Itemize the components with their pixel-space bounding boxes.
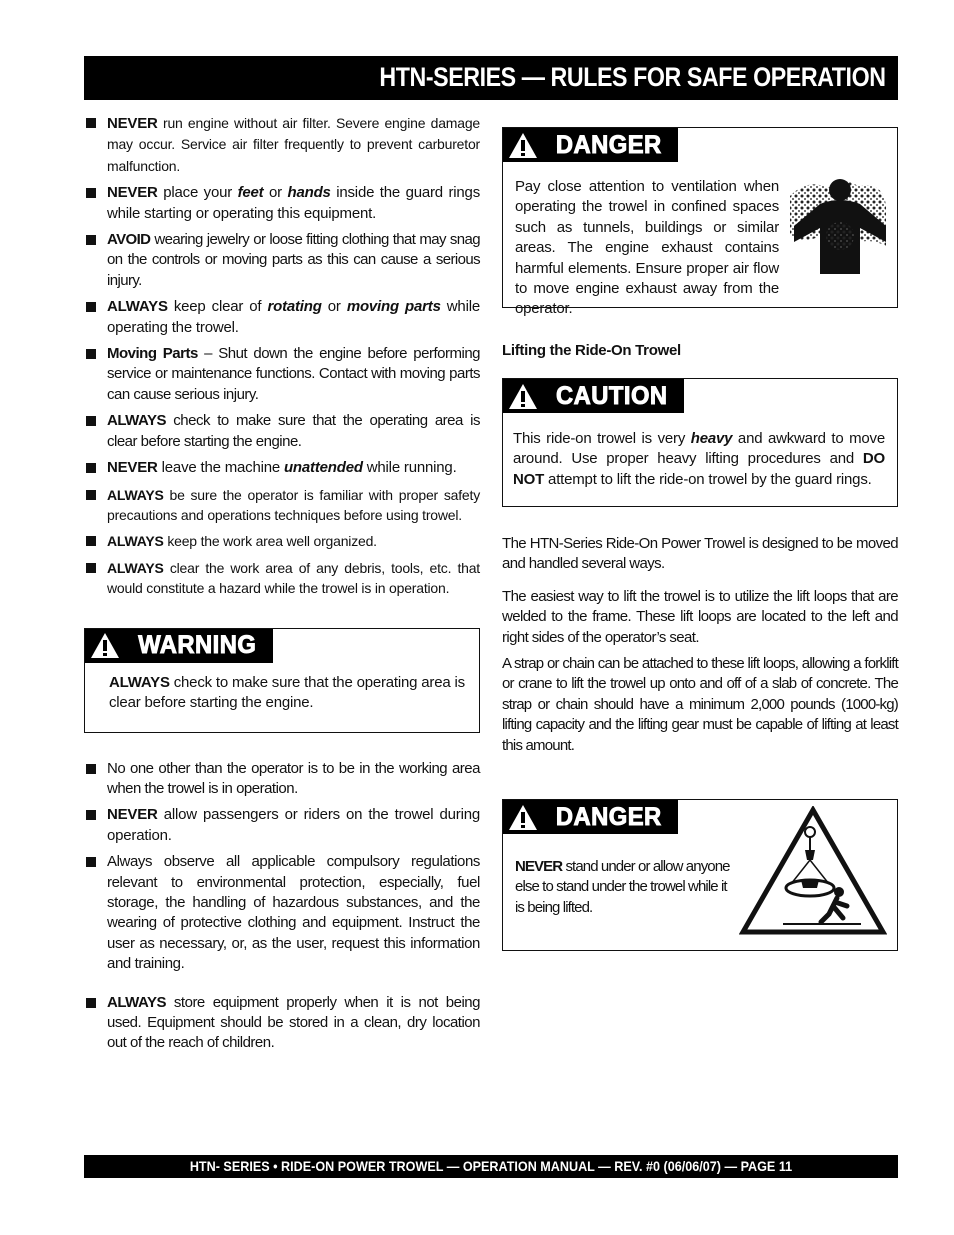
list-item: ALWAYS keep clear of rotating or moving parts while operating the trowel.	[84, 297, 480, 338]
warning-label-tab	[85, 629, 273, 663]
bullet-square-icon	[86, 463, 96, 473]
list-item: Moving Parts – Shut down the engine before performing service or maintenance functions. Contact with moving parts can cause serious injury.	[84, 344, 480, 405]
footer-bar	[84, 1155, 898, 1178]
suspended-load-icon	[739, 806, 887, 936]
danger-box-ventilation	[502, 127, 898, 318]
danger-text: NEVER stand under or allow anyone else to stand under the trowel while it is being lifted.	[515, 858, 730, 916]
warning-text: ALWAYS check to make sure that the operating area is clear before starting the engine.	[109, 673, 465, 711]
list-item: ALWAYS be sure the operator is familiar with proper safety precautions and operations techniques before using trowel.	[84, 485, 480, 526]
list-item: NEVER run engine without air filter. Severe engine damage may occur. Service air filter frequently to prevent carburetor malfunction.	[84, 113, 480, 177]
warning-triangle-icon	[85, 629, 125, 663]
warning-triangle-icon	[503, 128, 543, 162]
bullet-square-icon	[86, 764, 96, 774]
list-item: NEVER leave the machine unattended while running.	[84, 458, 480, 478]
caution-label: CAUTION	[556, 381, 668, 410]
section-heading: Lifting the Ride-On Trowel	[502, 342, 681, 359]
list-item: ALWAYS check to make sure that the operating area is clear before starting the engine.	[84, 411, 480, 452]
bullet-square-icon	[86, 998, 96, 1008]
bullet-square-icon	[86, 536, 96, 546]
paragraph: A strap or chain can be attached to these lift loops, allowing a forklift or crane to lift the trowel up onto and off of a slab of concrete. The strap or chain should have a minimum 2,000 pounds (1000-kg) lifting capacity and the lifting gear must be capable of lifting at least this amount.	[502, 655, 898, 754]
paragraph: The easiest way to lift the trowel is to utilize the lift loops that are welded to the frame. These lift loops are located to the left and right sides of the operator’s seat.	[502, 587, 898, 646]
list-item: ALWAYS clear the work area of any debris, tools, etc. that would constitute a hazard while the trowel is in operation.	[84, 558, 480, 599]
bullet-square-icon	[86, 302, 96, 312]
warning-label: WARNING	[138, 631, 257, 660]
warning-triangle-icon	[503, 379, 543, 413]
list-item: No one other than the operator is to be in the working area when the trowel is in operation.	[84, 759, 480, 800]
danger-label-tab	[503, 128, 678, 162]
exhaust-hazard-icon	[788, 176, 888, 276]
list-item: NEVER allow passengers or riders on the trowel during operation.	[84, 805, 480, 846]
bullet-square-icon	[86, 188, 96, 198]
danger-label: DANGER	[555, 802, 662, 831]
danger-box-lifting	[502, 799, 898, 951]
caution-box	[502, 378, 898, 507]
danger-text: Pay close attention to ventilation when operating the trowel in confined spaces such as tunnels, buildings or similar areas. The engine exhaust contains harmful elements. Ensure proper air flow to move engine exhaust away from the operator.	[515, 178, 779, 318]
bullet-square-icon	[86, 118, 96, 128]
list-item: ALWAYS keep the work area well organized.	[84, 531, 480, 551]
header-bar	[84, 56, 898, 100]
bullet-square-icon	[86, 416, 96, 426]
left-column	[84, 113, 480, 1060]
caution-text: This ride-on trowel is very heavy and awkward to move around. Use proper heavy lifting procedures and DO NOT attempt to lift the ride-on trowel by the guard rings.	[513, 430, 886, 488]
list-item: AVOID wearing jewelry or loose fitting clothing that may snag on the controls or moving parts as this can cause a serious injury.	[84, 230, 480, 291]
caution-label-tab	[503, 379, 684, 413]
footer-text: HTN- SERIES • RIDE-ON POWER TROWEL — OPERATION MANUAL — REV. #0 (06/06/07) — PAGE 11	[189, 1158, 793, 1174]
warning-triangle-icon	[503, 800, 543, 834]
bullet-square-icon	[86, 349, 96, 359]
bullet-square-icon	[86, 810, 96, 820]
lifting-paragraphs	[502, 534, 898, 768]
danger-label-tab	[503, 800, 678, 834]
list-item: Always observe all applicable compulsory regulations relevant to environmental protection, especially, fuel storage, the handling of hazardous substances, and the wearing of protective clothing and equipment. Instruct the user as necessary, or, as the user, request this information and training.	[84, 852, 480, 974]
paragraph: The HTN-Series Ride-On Power Trowel is designed to be moved and handled several ways.	[502, 535, 898, 573]
list-item: NEVER place your feet or hands inside the guard rings while starting or operating this equipment.	[84, 183, 480, 224]
bullet-square-icon	[86, 235, 96, 245]
bullet-square-icon	[86, 857, 96, 867]
list-item: ALWAYS store equipment properly when it is not being used. Equipment should be stored in a clean, dry location out of the reach of children.	[84, 993, 480, 1054]
page-title: HTN-SERIES — RULES FOR SAFE OPERATION	[379, 62, 886, 92]
right-column	[502, 127, 898, 916]
bullet-square-icon	[86, 563, 96, 573]
danger-label: DANGER	[555, 130, 662, 159]
bullet-square-icon	[86, 490, 96, 500]
warning-box	[84, 628, 480, 733]
